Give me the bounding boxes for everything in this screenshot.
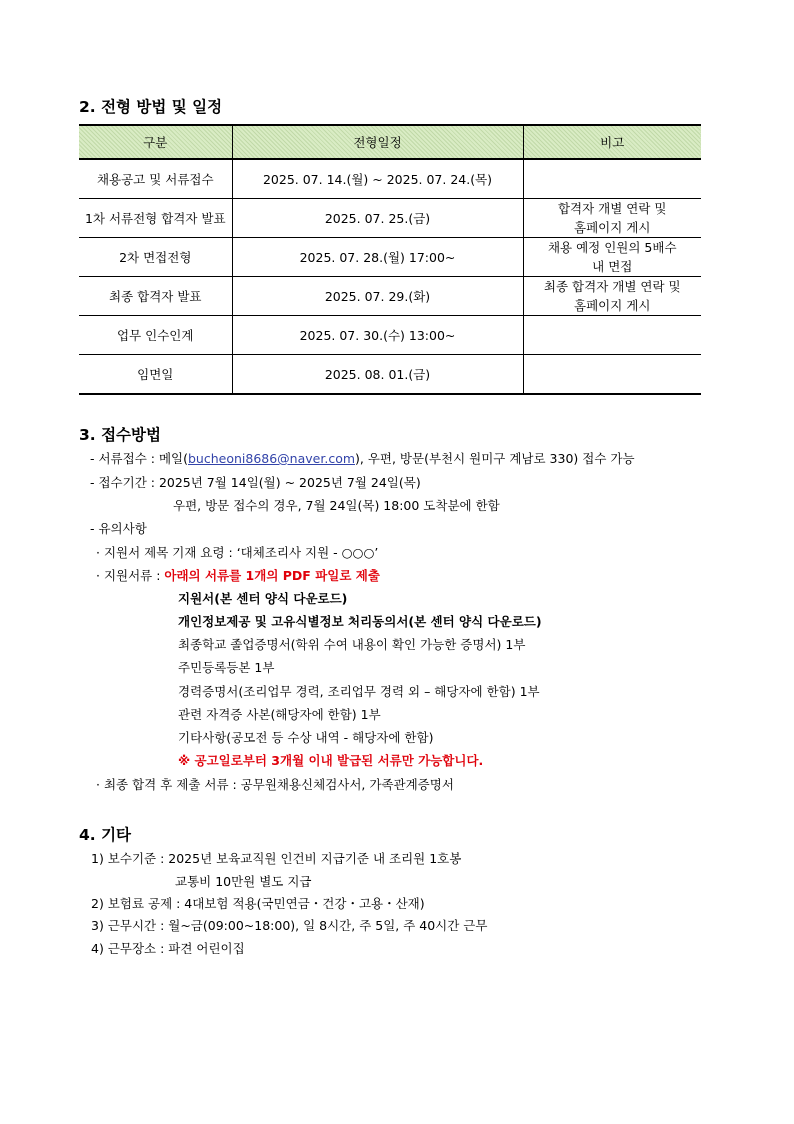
table-row	[79, 238, 701, 277]
final-docs: · 최종 합격 후 제출 서류 : 공무원채용신체검사서, 가족관계증명서	[96, 777, 454, 792]
note-line: 홈페이지 게시	[574, 220, 651, 235]
other-item: 4) 근무장소 : 파견 어린이집	[91, 941, 245, 956]
cell-stage: 최종 합격자 발표	[79, 277, 232, 316]
note-line: 합격자 개별 연락 및	[557, 201, 667, 216]
section-4-title: 4. 기타	[79, 826, 132, 844]
section-2-title: 2. 전형 방법 및 일정	[79, 98, 223, 116]
cell-stage: 1차 서류전형 합격자 발표	[79, 199, 232, 238]
other-item: 2) 보험료 공제 : 4대보험 적용(국민연금・건강・고용・산재)	[91, 896, 425, 911]
doc-item: 기타사항(공모전 등 수상 내역 - 해당자에 한함)	[178, 730, 434, 745]
table-row	[79, 316, 701, 355]
cell-note	[523, 238, 701, 277]
cell-date: 2025. 07. 28.(월) 17:00~	[232, 238, 523, 277]
cell-stage: 2차 면접전형	[79, 238, 232, 277]
other-item: 교통비 10만원 별도 지급	[175, 874, 312, 889]
cell-date: 2025. 07. 25.(금)	[232, 199, 523, 238]
receipt-period: - 접수기간 : 2025년 7월 14일(월) ~ 2025년 7월 24일(목)	[90, 475, 421, 490]
cell-date: 2025. 07. 29.(화)	[232, 277, 523, 316]
doc-warning: ※ 공고일로부터 3개월 이내 발급된 서류만 가능합니다.	[178, 753, 484, 768]
table-row	[79, 159, 701, 199]
schedule-header-row	[79, 125, 701, 159]
docs-line: · 지원서류 : 아래의 서류를 1개의 PDF 파일로 제출	[96, 568, 380, 583]
table-row	[79, 199, 701, 238]
other-item: 1) 보수기준 : 2025년 보육교직원 인건비 지급기준 내 조리원 1호봉	[91, 851, 462, 866]
header-note: 비고	[523, 125, 701, 159]
notes-label: - 유의사항	[90, 521, 147, 536]
table-row	[79, 277, 701, 316]
cell-stage: 업무 인수인계	[79, 316, 232, 355]
cell-date: 2025. 08. 01.(금)	[232, 355, 523, 395]
table-row	[79, 355, 701, 395]
email-link[interactable]: bucheoni8686@naver.com	[187, 451, 356, 466]
cell-note	[523, 355, 701, 395]
cell-stage: 채용공고 및 서류접수	[79, 159, 232, 199]
cell-note	[523, 277, 701, 316]
doc-receipt-line: - 서류접수 : 메일(bucheoni8686@naver.com), 우편, 방문(부천시 원미구 계남로 330) 접수 가능	[90, 451, 635, 466]
cell-note	[523, 159, 701, 199]
header-stage: 구분	[79, 125, 232, 159]
doc-item: 주민등록등본 1부	[178, 660, 275, 675]
receipt-period-note: 우편, 방문 접수의 경우, 7월 24일(목) 18:00 도착분에 한함	[173, 498, 500, 513]
doc-item: 지원서(본 센터 양식 다운로드)	[178, 591, 348, 606]
doc-item: 개인정보제공 및 고유식별정보 처리동의서(본 센터 양식 다운로드)	[178, 614, 542, 629]
cell-note	[523, 199, 701, 238]
note-line: 최종 합격자 개별 연락 및	[543, 279, 681, 294]
header-schedule: 전형일정	[232, 125, 523, 159]
cell-note	[523, 316, 701, 355]
title-rule: · 지원서 제목 기재 요령 : ‘대체조리사 지원 - ○○○’	[96, 545, 379, 560]
note-line: 홈페이지 게시	[574, 298, 651, 313]
schedule-table	[79, 124, 701, 395]
doc-item: 관련 자격증 사본(해당자에 한함) 1부	[178, 707, 381, 722]
other-item: 3) 근무시간 : 월~금(09:00~18:00), 일 8시간, 주 5일, 주 40시간 근무	[91, 918, 488, 933]
cell-date: 2025. 07. 14.(월) ~ 2025. 07. 24.(목)	[232, 159, 523, 199]
section-3-title: 3. 접수방법	[79, 426, 161, 444]
note-line: 내 면접	[592, 259, 633, 274]
note-line: 채용 예정 인원의 5배수	[547, 240, 677, 255]
doc-item: 경력증명서(조리업무 경력, 조리업무 경력 외 – 해당자에 한함) 1부	[178, 684, 540, 699]
cell-date: 2025. 07. 30.(수) 13:00~	[232, 316, 523, 355]
cell-stage: 임면일	[79, 355, 232, 395]
doc-item: 최종학교 졸업증명서(학위 수여 내용이 확인 가능한 증명서) 1부	[178, 637, 526, 652]
